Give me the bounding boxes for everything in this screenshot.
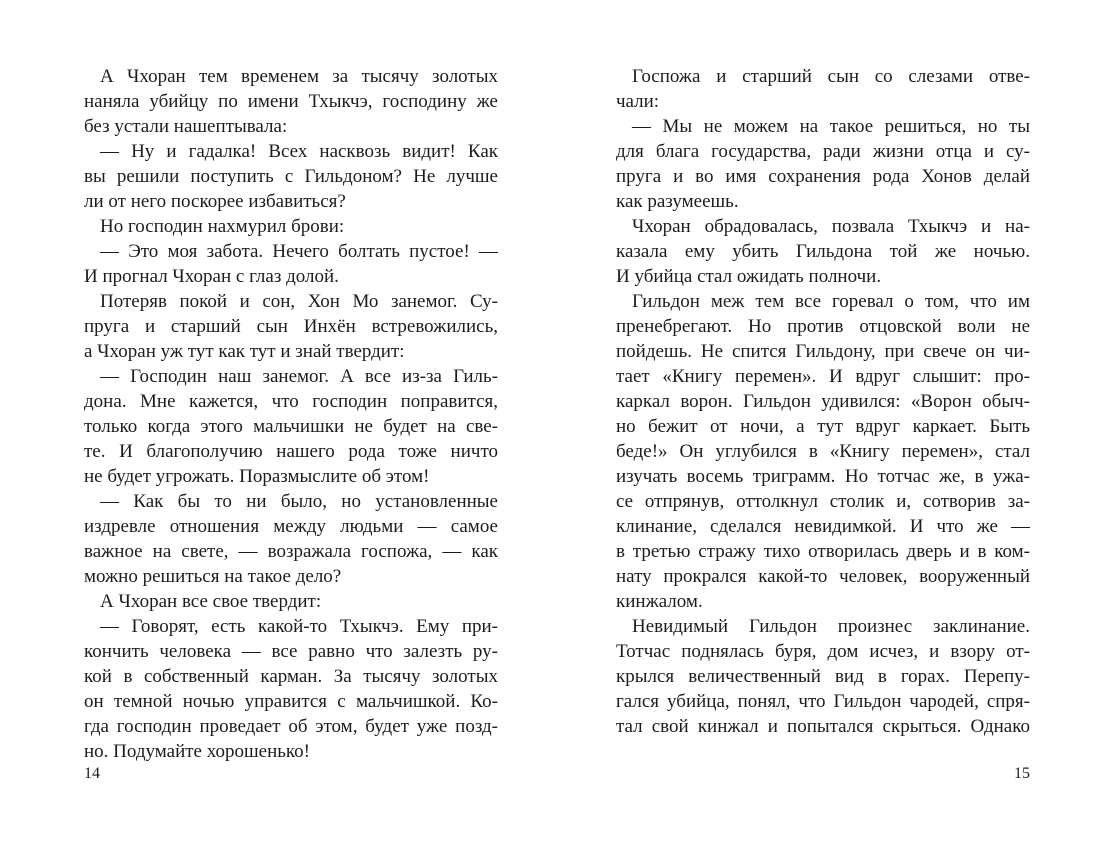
paragraph	[616, 114, 1030, 214]
text-line: тает «Книгу перемен». И вдруг слышит: про-	[616, 366, 1030, 387]
text-line: ли от него поскорее избавиться?	[84, 191, 346, 212]
text-line: беде!» Он углубился в «Книгу перемен», стал	[616, 441, 1030, 462]
text-line: И прогнал Чхоран с глаз долой.	[84, 266, 339, 287]
text-line: он темной ночью управится с мальчишкой. Ко-	[84, 691, 498, 712]
text-line: — Мы не можем на такое решиться, но ты	[632, 116, 1030, 137]
text-line: Чхоран обрадовалась, позвала Тхыкчэ и на-	[632, 216, 1030, 237]
page-number-right: 15	[1014, 765, 1030, 782]
text-line: наняла убийцу по имени Тхыкчэ, господину же	[84, 91, 498, 112]
text-line: издревле отношения между людьми — самое	[84, 516, 498, 537]
text-line: дона. Мне кажется, что господин поправится,	[84, 391, 498, 412]
text-line: гда господин проведает об этом, будет уже позд-	[84, 716, 498, 737]
text-line: клинание, сделался невидимкой. И что же —	[616, 516, 1030, 537]
text-line: в третью стражу тихо отворилась дверь и в ком-	[616, 541, 1030, 562]
text-line: пренебрегают. Но против отцовской воли не	[616, 316, 1030, 337]
text-line: — Говорят, есть какой-то Тхыкчэ. Ему при-	[100, 616, 498, 637]
text-line: кончить человека — все равно что залезть ру-	[84, 641, 498, 662]
paragraph	[84, 239, 498, 289]
text-line: — Ну и гадалка! Всех насквозь видит! Как	[100, 141, 498, 162]
text-line: Тотчас поднялась буря, дом исчез, и взору от-	[616, 641, 1030, 662]
paragraph	[84, 614, 498, 764]
paragraph	[616, 64, 1030, 114]
text-line: нату прокрался какой-то человек, вооруженный	[616, 566, 1030, 587]
text-line: но. Подумайте хорошенько!	[84, 741, 311, 762]
text-line: — Как бы то ни было, но установленные	[100, 491, 498, 512]
paragraph	[84, 64, 498, 139]
text-line: пруга и старший сын Инхён встревожились,	[84, 316, 498, 337]
text-line: вы решили поступить с Гильдоном? Не лучше	[84, 166, 498, 187]
text-line: те. И благополучию нашего рода тоже ничто	[84, 441, 498, 462]
text-line: но бежит от ночи, а тут вдруг каркает. Быть	[616, 416, 1030, 437]
text-line: крылся величественный вид в горах. Перепу-	[616, 666, 1030, 687]
text-line: се отпрянув, оттолкнул столик и, сотворив за-	[616, 491, 1030, 512]
text-line: — Это моя забота. Нечего болтать пустое! —	[100, 241, 498, 262]
text-line: тал свой кинжал и попытался скрыться. Однако	[616, 716, 1030, 737]
text-line: а Чхоран уж тут как тут и знай твердит:	[84, 341, 405, 362]
paragraph	[616, 289, 1030, 614]
page-right-text	[616, 64, 1030, 739]
paragraph	[84, 139, 498, 214]
text-line: пруга и во имя сохранения рода Хонов делай	[616, 166, 1030, 187]
text-line: И убийца стал ожидать полночи.	[616, 266, 882, 287]
paragraph	[84, 489, 498, 589]
paragraph	[616, 214, 1030, 289]
paragraph	[84, 289, 498, 364]
text-line: А Чхоран все свое твердит:	[100, 591, 322, 612]
page-number-left: 14	[84, 765, 100, 782]
text-line: пойдешь. Не спится Гильдону, при свече он чи-	[616, 341, 1030, 362]
page-left-text	[84, 64, 498, 764]
text-line: можно решиться на такое дело?	[84, 566, 342, 587]
text-line: как разумеешь.	[616, 191, 739, 212]
text-line: Но господин нахмурил брови:	[100, 216, 345, 237]
text-line: Гильдон меж тем все горевал о том, что им	[632, 291, 1030, 312]
text-line: не будет угрожать. Поразмыслите об этом!	[84, 466, 430, 487]
text-line: изучать восемь триграмм. Но тотчас же, в ужа-	[616, 466, 1030, 487]
text-line: Невидимый Гильдон произнес заклинание.	[632, 616, 1030, 637]
text-line: кинжалом.	[616, 591, 703, 612]
text-line: чали:	[616, 91, 660, 112]
paragraph	[84, 589, 498, 614]
text-line: кой в собственный карман. За тысячу золотых	[84, 666, 498, 687]
text-line: каркал ворон. Гильдон удивился: «Ворон обыч-	[616, 391, 1030, 412]
text-line: для блага государства, ради жизни отца и су-	[616, 141, 1030, 162]
text-line: А Чхоран тем временем за тысячу золотых	[100, 66, 498, 87]
paragraph	[616, 614, 1030, 739]
text-line: Госпожа и старший сын со слезами отве-	[632, 66, 1030, 87]
text-line: казала ему убить Гильдона той же ночью.	[616, 241, 1030, 262]
text-line: гался убийца, понял, что Гильдон чародей, спря-	[616, 691, 1030, 712]
text-line: без устали нашептывала:	[84, 116, 288, 137]
text-line: только когда этого мальчишки не будет на све-	[84, 416, 498, 437]
paragraph	[84, 214, 498, 239]
paragraph	[84, 364, 498, 489]
text-line: важное на свете, — возражала госпожа, — как	[84, 541, 498, 562]
text-line: Потеряв покой и сон, Хон Мо занемог. Су-	[100, 291, 498, 312]
text-line: — Господин наш занемог. А все из-за Гиль-	[100, 366, 498, 387]
